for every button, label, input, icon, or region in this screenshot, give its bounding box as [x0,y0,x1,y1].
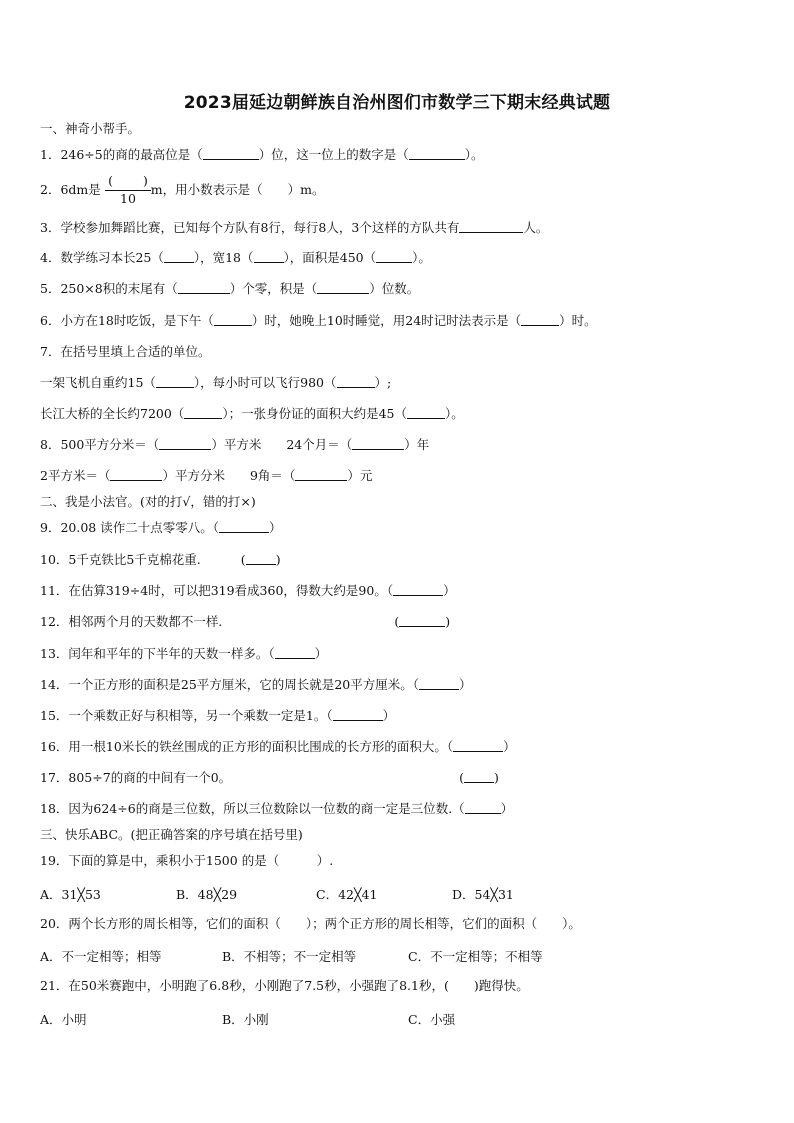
answer-blank[interactable] [337,375,375,388]
answer-blank[interactable] [465,801,501,814]
q19-option-c[interactable]: C．42╳41 [316,887,378,902]
q20-option-b[interactable]: B．不相等；不一定相等 [222,949,357,964]
question-16: 16．用一根10米长的铁丝围成的正方形的面积比围成的长方形的面积大。（ ） [40,739,516,754]
question-15: 15．一个乘数正好与积相等，另一个乘数一定是1。（ ） [40,708,396,723]
answer-blank[interactable] [110,468,162,481]
answer-blank[interactable] [275,646,315,659]
q21-option-c[interactable]: C．小强 [408,1012,456,1027]
question-8-line-1: 8．500平方分米＝（ ）平方米 24个月＝（ ）年 [40,437,430,452]
answer-blank[interactable] [295,468,347,481]
answer-blank[interactable] [464,770,494,783]
answer-blank[interactable] [399,614,445,627]
answer-blank[interactable] [333,708,383,721]
fraction: ( ) 10 [105,174,151,207]
question-2: 2．6dm是 m，用小数表示是（ ）m。 [40,182,325,197]
answer-blank[interactable] [178,281,230,294]
answer-blank[interactable] [376,250,412,263]
answer-blank[interactable] [459,220,523,233]
question-8-line-2: 2平方米＝（ ）平方分米 9角＝（ ）元 [40,468,373,483]
answer-blank[interactable] [393,583,443,596]
question-11: 11．在估算319÷4时，可以把319看成360，得数大约是90。（ ） [40,583,456,598]
answer-blank[interactable] [453,739,503,752]
question-19: 19．下面的算是中，乘积小于1500 的是（ ）. [40,853,334,868]
question-1: 1．246÷5的商的最高位是（ ）位，这一位上的数字是（ ）。 [40,147,484,162]
question-6: 6．小方在18时吃饭，是下午（ ）时，她晚上10时睡觉，用24时记时法表示是（ ）时。 [40,313,597,328]
section-heading-2: 二、我是小法官。(对的打√，错的打×) [40,494,256,509]
q20-option-a[interactable]: A．不一定相等；相等 [40,949,162,964]
section-heading-3: 三、快乐ABC。(把正确答案的序号填在括号里) [40,827,303,842]
q19-option-d[interactable]: D．54╳31 [452,887,514,902]
question-3: 3．学校参加舞蹈比赛，已知每个方队有8行，每行8人，3个这样的方队共有 人。 [40,220,549,235]
fraction-denominator: 10 [120,191,136,206]
question-13: 13．闰年和平年的下半年的天数一样多。（ ） [40,646,328,661]
question-5: 5．250×8积的末尾有（ ）个零，积是（ ）位数。 [40,281,420,296]
answer-blank[interactable] [254,250,284,263]
answer-blank[interactable] [521,313,559,326]
question-14: 14．一个正方形的面积是25平方厘米，它的周长就是20平方厘米。（ ） [40,677,472,692]
question-10: 10．5千克铁比5千克棉花重. ( ) [40,552,281,567]
q21-option-b[interactable]: B．小刚 [222,1012,269,1027]
question-9: 9．20.08 读作二十点零零八。（ ） [40,520,282,535]
question-20: 20．两个长方形的周长相等，它们的面积（ ）；两个正方形的周长相等，它们的面积（ ）。 [40,916,581,931]
answer-blank[interactable] [159,437,211,450]
answer-blank[interactable] [219,520,269,533]
answer-blank[interactable] [409,147,465,160]
answer-blank[interactable] [214,313,252,326]
question-18: 18．因为624÷6的商是三位数，所以三位数除以一位数的商一定是三位数.（ ） [40,801,514,816]
answer-blank[interactable] [317,281,369,294]
question-7-line-1: 一架飞机自重约15（ ），每小时可以飞行980（ ）; [40,375,392,390]
answer-blank[interactable] [203,147,259,160]
answer-blank[interactable] [164,250,194,263]
fraction-numerator-blank[interactable] [113,174,143,186]
answer-blank[interactable] [407,406,445,419]
question-4: 4．数学练习本长25（ ），宽18（ ），面积是450（ ）。 [40,250,431,265]
q21-option-a[interactable]: A．小明 [40,1012,87,1027]
answer-blank[interactable] [246,552,276,565]
q20-option-c[interactable]: C．不一定相等；不相等 [408,949,543,964]
question-7-line-2: 长江大桥的全长约7200（ ）；一张身份证的面积大约是45（ ）。 [40,406,464,421]
answer-blank[interactable] [352,437,404,450]
answer-blank[interactable] [419,677,459,690]
question-17: 17．805÷7的商的中间有一个0。 ( ) [40,770,499,785]
question-21: 21．在50米赛跑中，小明跑了6.8秒，小刚跑了7.5秒，小强跑了8.1秒，( )跑得快。 [40,978,529,993]
answer-blank[interactable] [156,375,194,388]
answer-blank[interactable] [184,406,222,419]
page-title: 2023届延边朝鲜族自治州图们市数学三下期末经典试题 [183,93,611,113]
q19-option-a[interactable]: A．31╳53 [40,887,101,902]
q19-option-b[interactable]: B．48╳29 [176,887,238,902]
section-heading-1: 一、神奇小帮手。 [40,121,141,136]
question-7: 7．在括号里填上合适的单位。 [40,344,211,359]
question-12: 12．相邻两个月的天数都不一样. ( ) [40,614,451,629]
